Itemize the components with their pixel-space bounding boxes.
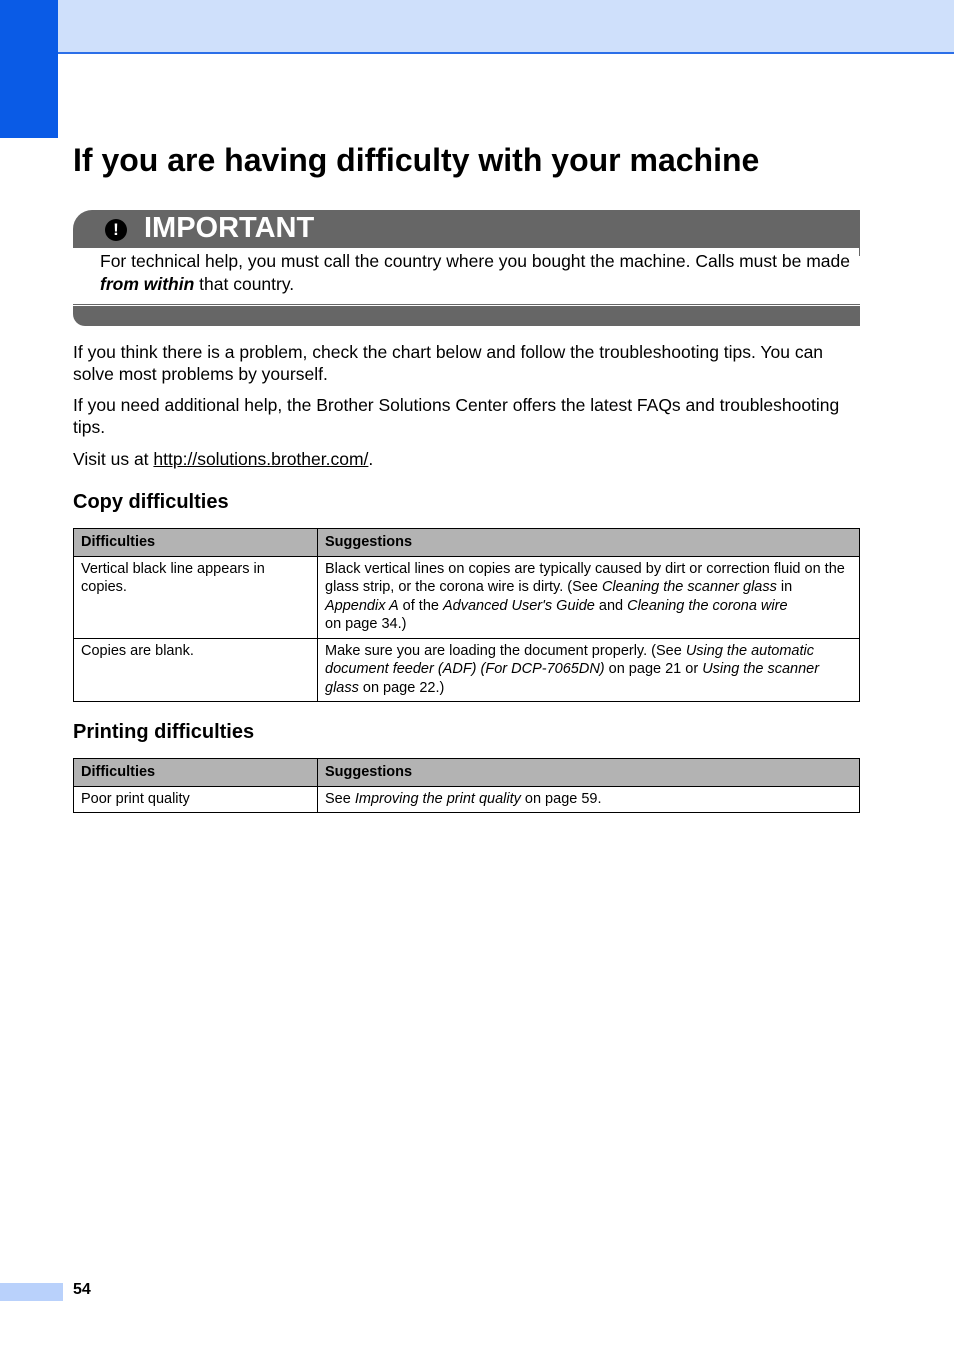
important-box [73, 210, 860, 326]
important-text-part: For technical help, you must call the country where you bought the machine. Calls must be made [100, 251, 850, 271]
intro-paragraph-2: If you need additional help, the Brother Solutions Center offers the latest FAQs and troubleshooting tips. [73, 395, 840, 437]
header-band [0, 0, 954, 54]
important-heading: IMPORTANT [144, 212, 315, 244]
difficulty-cell: Copies are blank. [74, 638, 318, 702]
table-row [74, 638, 860, 702]
page-number-tab [0, 1283, 63, 1301]
suggestion-text: on page 59. [520, 790, 602, 807]
solutions-link[interactable]: http://solutions.brother.com/ [153, 449, 369, 469]
suggestion-text: Black vertical lines on copies are typically caused by dirt or correction fluid on the glass strip, or the corona wire is dirty. (See [325, 560, 845, 595]
table-row [74, 786, 860, 813]
difficulty-cell: Vertical black line appears in copies. [74, 556, 318, 638]
suggestion-text: Make sure you are loading the document properly. (See [325, 642, 686, 659]
copy-difficulties-heading: Copy difficulties [73, 491, 229, 513]
important-header [73, 210, 860, 248]
reference-title: Cleaning the corona wire [627, 597, 788, 614]
important-footer [73, 306, 860, 326]
table-row [74, 556, 860, 638]
important-emphasis: from within [100, 274, 195, 294]
difficulty-cell: Poor print quality [74, 786, 318, 813]
printing-difficulties-table [73, 758, 860, 813]
suggestion-text: on page 34.) [325, 616, 407, 632]
table-header-row [74, 759, 860, 787]
reference-title: Using the automatic document feeder (ADF) (For DCP-7065DN) [325, 642, 814, 677]
table-header-row [74, 529, 860, 557]
intro-paragraph-1: If you think there is a problem, check the chart below and follow the troubleshooting tips. You can solve most problems by yourself. [73, 342, 824, 384]
suggestion-text: in [776, 579, 793, 595]
reference-title: Cleaning the scanner glass [601, 579, 777, 595]
page-title: If you are having difficulty with your machine [73, 142, 760, 178]
column-header: Difficulties [74, 529, 318, 557]
visit-text-end: . [368, 449, 374, 469]
reference-title: Appendix A [325, 597, 399, 614]
suggestion-text: on page 21 or [604, 661, 703, 677]
printing-difficulties-heading: Printing difficulties [73, 721, 255, 743]
suggestion-cell [318, 786, 860, 813]
important-text [100, 250, 850, 296]
important-text-part: that country. [194, 274, 295, 294]
column-header: Suggestions [318, 529, 860, 557]
reference-title: Using the scanner glass [325, 661, 820, 696]
important-rule [73, 304, 860, 305]
copy-difficulties-table [73, 528, 860, 702]
suggestion-text: See [325, 790, 355, 807]
intro-paragraph-3 [73, 448, 863, 470]
exclamation-icon: ! [105, 219, 127, 241]
chapter-tab [0, 0, 58, 138]
column-header: Suggestions [318, 759, 860, 787]
suggestion-text: of the [398, 597, 443, 614]
column-header: Difficulties [74, 759, 318, 787]
visit-text: Visit us at [73, 449, 154, 469]
reference-title: Advanced User's Guide [442, 597, 595, 614]
reference-title: Improving the print quality [354, 790, 521, 807]
suggestion-cell [318, 556, 860, 638]
important-side-rule [859, 248, 860, 256]
suggestion-text: on page 22.) [358, 679, 445, 696]
page-number: 54 [73, 1281, 91, 1298]
suggestion-text: and [594, 597, 628, 614]
suggestion-cell [318, 638, 860, 702]
